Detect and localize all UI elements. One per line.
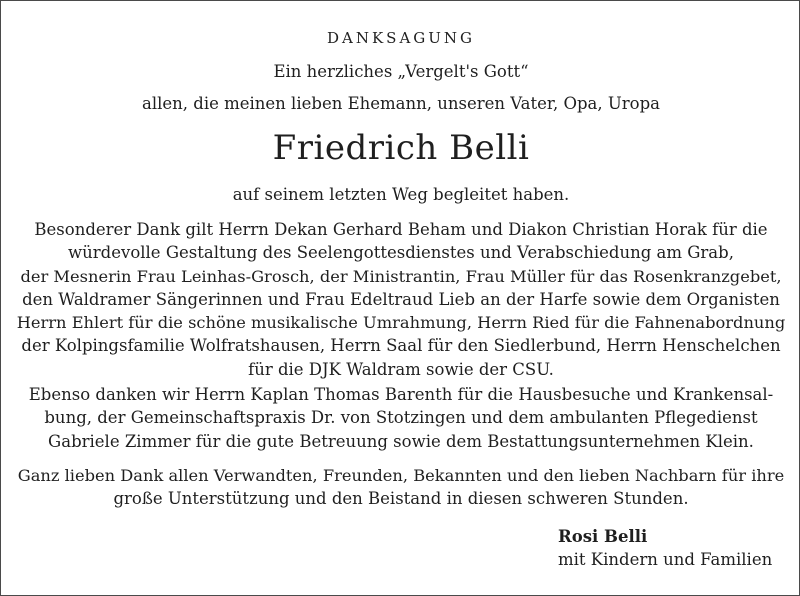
- intro-line-3: auf seinem letzten Weg begleitet haben.: [232, 185, 570, 204]
- signature-name: Rosi Belli: [558, 527, 648, 546]
- thanks-paragraph-1: [1, 218, 800, 381]
- intro-line-1: Ein herzliches „Vergelt's Gott“: [273, 62, 529, 81]
- signature-subline: mit Kindern und Familien: [558, 550, 773, 569]
- paragraph-line: würdevolle Gestaltung des Seelengottesdienstes und Verabschiedung am Grab,: [68, 243, 734, 263]
- paragraph-line: der Kolpingsfamilie Wolfratshausen, Herrn Saal für den Siedlerbund, Herrn Henschelchen: [21, 336, 781, 356]
- intro-line-2: allen, die meinen lieben Ehemann, unseren Vater, Opa, Uropa: [141, 94, 660, 113]
- paragraph-line: Besonderer Dank gilt Herrn Dekan Gerhard Beham und Diakon Christian Horak für die: [34, 220, 768, 239]
- paragraph-line: bung, der Gemeinschaftspraxis Dr. von Stotzingen und dem ambulanten Pflegedienst: [44, 408, 758, 428]
- paragraph-line: Ganz lieben Dank allen Verwandten, Freunden, Bekannten und den lieben Nachbarn für ihre: [17, 466, 785, 485]
- paragraph-line: Ebenso danken wir Herrn Kaplan Thomas Barenth für die Hausbesuche und Krankensal-: [28, 385, 774, 404]
- paragraph-line: den Waldramer Sängerinnen und Frau Edeltraud Lieb an der Harfe sowie dem Organisten: [22, 289, 780, 309]
- notice-heading: DANKSAGUNG: [326, 29, 476, 47]
- paragraph-line: der Mesnerin Frau Leinhas-Grosch, der Ministrantin, Frau Müller für das Rosenkranzgebet,: [20, 266, 782, 286]
- paragraph-line: große Unterstützung und den Beistand in diesen schweren Stunden.: [113, 489, 689, 509]
- deceased-name: Friedrich Belli: [272, 128, 530, 168]
- paragraph-line: für die DJK Waldram sowie der CSU.: [248, 359, 554, 379]
- thanks-paragraph-3: [1, 464, 800, 511]
- paragraph-line: Gabriele Zimmer für die gute Betreuung sowie dem Bestattungsunternehmen Klein.: [48, 431, 754, 451]
- thanks-paragraph-2: [1, 383, 800, 453]
- paragraph-line: Herrn Ehlert für die schöne musikalische Umrahmung, Herrn Ried für die Fahnenabordnung: [16, 313, 786, 333]
- signature-block: [558, 525, 772, 571]
